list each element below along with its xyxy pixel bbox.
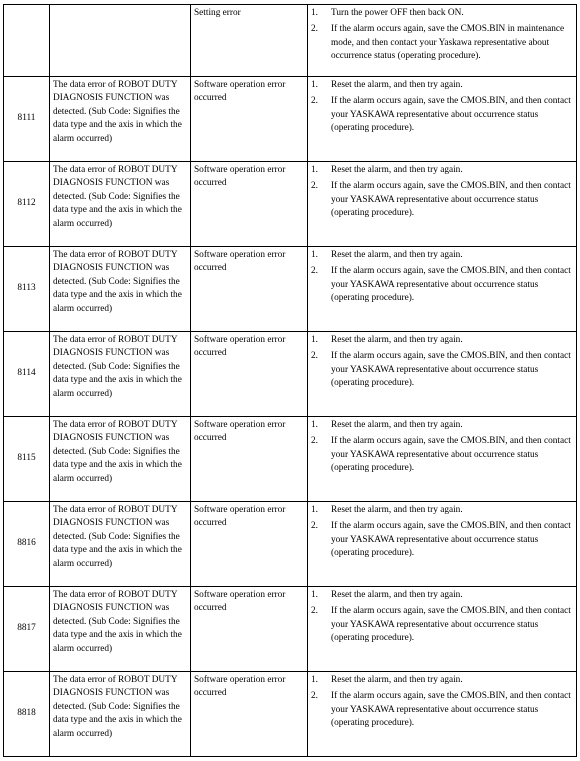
- alarm-cause-cell: Software operation error occurred: [191, 502, 308, 587]
- alarm-remedy-cell: [308, 332, 577, 417]
- alarm-code-cell: 8112: [4, 162, 50, 247]
- remedy-step: [311, 7, 572, 20]
- alarm-cause-cell: Software operation error occurred: [191, 587, 308, 672]
- remedy-step-number: 1.: [311, 335, 318, 345]
- remedy-step-number: 2.: [311, 24, 318, 35]
- table-row: [4, 5, 577, 77]
- alarm-cause-cell: Software operation error occurred: [191, 247, 308, 332]
- remedy-step: [311, 504, 572, 517]
- remedy-step-number: 1.: [311, 80, 318, 90]
- remedy-step-text: If the alarm occurs again, save the CMOS.BIN, and then contact your YASKAWA representative about occurrence status (operating procedure).: [331, 436, 571, 474]
- remedy-step: [311, 79, 572, 92]
- alarm-description-cell: The data error of ROBOT DUTY DIAGNOSIS FUNCTION was detected. (Sub Code: Signifies the data type and the axis in which the alarm occurred): [50, 332, 191, 417]
- remedy-step-number: 2.: [311, 96, 318, 107]
- alarm-description-cell: The data error of ROBOT DUTY DIAGNOSIS FUNCTION was detected. (Sub Code: Signifies the data type and the axis in which the alarm occurred): [50, 417, 191, 502]
- alarm-code-cell: 8817: [4, 587, 50, 672]
- remedy-step-text: Reset the alarm, and then try again.: [331, 675, 463, 685]
- remedy-step-text: Reset the alarm, and then try again.: [331, 590, 463, 600]
- alarm-cause-cell: Software operation error occurred: [191, 77, 308, 162]
- remedy-step: [311, 350, 572, 390]
- alarm-code-cell: 8818: [4, 672, 50, 757]
- remedy-step: [311, 674, 572, 687]
- remedy-step-text: Reset the alarm, and then try again.: [331, 250, 463, 260]
- alarm-description-cell: The data error of ROBOT DUTY DIAGNOSIS FUNCTION was detected. (Sub Code: Signifies the data type and the axis in which the alarm occurred): [50, 247, 191, 332]
- alarm-remedy-cell: [308, 502, 577, 587]
- remedy-step-text: Reset the alarm, and then try again.: [331, 420, 463, 430]
- remedy-step-text: If the alarm occurs again, save the CMOS.BIN in maintenance mode, and then contact your Yaskawa representative about occurrence status (operating procedure).: [331, 24, 565, 62]
- alarm-code-cell: 8115: [4, 417, 50, 502]
- alarm-cause-cell: Software operation error occurred: [191, 162, 308, 247]
- remedy-step-number: 1.: [311, 675, 318, 685]
- remedy-step-number: 2.: [311, 436, 318, 447]
- table-row: [4, 162, 577, 247]
- alarm-remedy-cell: [308, 77, 577, 162]
- remedy-step-number: 1.: [311, 420, 318, 430]
- table-row: [4, 502, 577, 587]
- alarm-description-cell: The data error of ROBOT DUTY DIAGNOSIS FUNCTION was detected. (Sub Code: Signifies the data type and the axis in which the alarm occurred): [50, 502, 191, 587]
- remedy-step-number: 2.: [311, 351, 318, 362]
- alarm-cause-cell: Software operation error occurred: [191, 417, 308, 502]
- remedy-step: [311, 605, 572, 645]
- remedy-step-text: If the alarm occurs again, save the CMOS.BIN, and then contact your YASKAWA representative about occurrence status (operating procedure).: [331, 181, 571, 219]
- remedy-step-number: 1.: [311, 505, 318, 515]
- alarm-code-cell: 8816: [4, 502, 50, 587]
- alarm-code-cell: 8113: [4, 247, 50, 332]
- remedy-step: [311, 23, 572, 63]
- remedy-step: [311, 249, 572, 262]
- remedy-step: [311, 164, 572, 177]
- alarm-table-body: [4, 5, 577, 757]
- remedy-step-number: 1.: [311, 250, 318, 260]
- remedy-step-number: 2.: [311, 521, 318, 532]
- table-row: [4, 587, 577, 672]
- remedy-step-number: 2.: [311, 266, 318, 277]
- remedy-step-text: Reset the alarm, and then try again.: [331, 335, 463, 345]
- remedy-step-text: Reset the alarm, and then try again.: [331, 165, 463, 175]
- alarm-table: [3, 4, 577, 757]
- remedy-step: [311, 180, 572, 220]
- alarm-remedy-cell: [308, 162, 577, 247]
- table-row: [4, 417, 577, 502]
- alarm-code-cell: 8111: [4, 77, 50, 162]
- remedy-step-text: If the alarm occurs again, save the CMOS.BIN, and then contact your YASKAWA representative about occurrence status (operating procedure).: [331, 606, 571, 644]
- remedy-step: [311, 589, 572, 602]
- alarm-code-cell: 8114: [4, 332, 50, 417]
- remedy-step-number: 1.: [311, 8, 318, 18]
- alarm-description-cell: The data error of ROBOT DUTY DIAGNOSIS FUNCTION was detected. (Sub Code: Signifies the data type and the axis in which the alarm occurred): [50, 672, 191, 757]
- alarm-remedy-cell: [308, 247, 577, 332]
- remedy-step-number: 2.: [311, 691, 318, 702]
- remedy-step: [311, 95, 572, 135]
- alarm-description-cell: The data error of ROBOT DUTY DIAGNOSIS FUNCTION was detected. (Sub Code: Signifies the data type and the axis in which the alarm occurred): [50, 162, 191, 247]
- table-row: [4, 77, 577, 162]
- remedy-step: [311, 435, 572, 475]
- alarm-description-cell: The data error of ROBOT DUTY DIAGNOSIS FUNCTION was detected. (Sub Code: Signifies the data type and the axis in which the alarm occurred): [50, 77, 191, 162]
- remedy-step-text: Turn the power OFF then back ON.: [331, 8, 464, 18]
- remedy-step-number: 2.: [311, 181, 318, 192]
- remedy-step-text: If the alarm occurs again, save the CMOS.BIN, and then contact your YASKAWA representative about occurrence status (operating procedure).: [331, 691, 571, 729]
- remedy-step-number: 1.: [311, 165, 318, 175]
- alarm-cause-cell: Software operation error occurred: [191, 672, 308, 757]
- table-row: [4, 332, 577, 417]
- alarm-remedy-cell: [308, 672, 577, 757]
- remedy-step-number: 2.: [311, 606, 318, 617]
- remedy-step-text: If the alarm occurs again, save the CMOS.BIN, and then contact your YASKAWA representative about occurrence status (operating procedure).: [331, 521, 571, 559]
- remedy-step: [311, 419, 572, 432]
- remedy-step-number: 1.: [311, 590, 318, 600]
- remedy-step-text: Reset the alarm, and then try again.: [331, 505, 463, 515]
- table-row: [4, 672, 577, 757]
- alarm-code-cell: [4, 5, 50, 77]
- remedy-step: [311, 265, 572, 305]
- alarm-remedy-cell: [308, 417, 577, 502]
- alarm-description-cell: [50, 5, 191, 77]
- alarm-cause-cell: Software operation error occurred: [191, 332, 308, 417]
- remedy-step-text: If the alarm occurs again, save the CMOS.BIN, and then contact your YASKAWA representative about occurrence status (operating procedure).: [331, 96, 571, 134]
- alarm-description-cell: The data error of ROBOT DUTY DIAGNOSIS FUNCTION was detected. (Sub Code: Signifies the data type and the axis in which the alarm occurred): [50, 587, 191, 672]
- remedy-step-text: If the alarm occurs again, save the CMOS.BIN, and then contact your YASKAWA representative about occurrence status (operating procedure).: [331, 351, 571, 389]
- remedy-step: [311, 690, 572, 730]
- remedy-step: [311, 520, 572, 560]
- remedy-step-text: If the alarm occurs again, save the CMOS.BIN, and then contact your YASKAWA representative about occurrence status (operating procedure).: [331, 266, 571, 304]
- alarm-remedy-cell: [308, 587, 577, 672]
- alarm-remedy-cell: [308, 5, 577, 77]
- table-row: [4, 247, 577, 332]
- remedy-step: [311, 334, 572, 347]
- alarm-cause-cell: Setting error: [191, 5, 308, 77]
- remedy-step-text: Reset the alarm, and then try again.: [331, 80, 463, 90]
